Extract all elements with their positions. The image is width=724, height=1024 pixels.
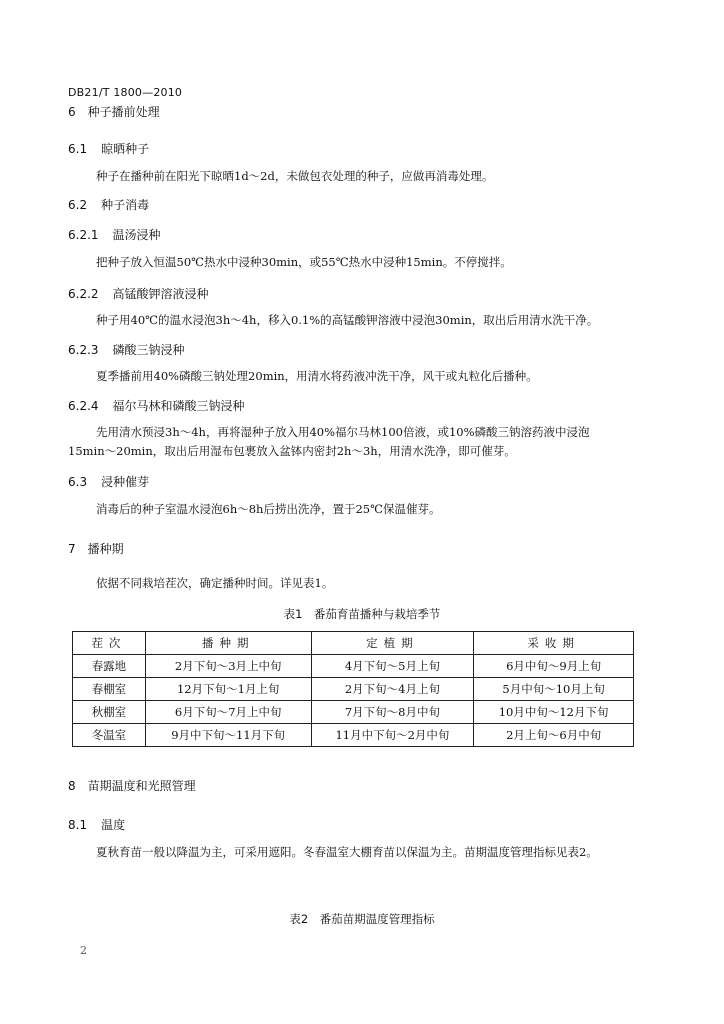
section-number: 7 xyxy=(68,542,76,556)
table-cell: 春露地 xyxy=(73,655,146,678)
section-number: 6 xyxy=(68,105,76,119)
table-row xyxy=(73,678,634,701)
section-number: 6.3 xyxy=(68,475,88,489)
paragraph-6-2-3: 夏季播前用40%磷酸三钠处理20min，用清水将药液冲洗干净，风干或丸粒化后播种。 xyxy=(96,369,538,383)
section-title: 温度 xyxy=(101,818,126,832)
section-number: 6.1 xyxy=(68,142,88,156)
table-cell: 11月中下旬～2月中旬 xyxy=(311,724,474,747)
header-cell: 茬次 xyxy=(73,632,146,655)
section-title: 磷酸三钠浸种 xyxy=(112,343,185,357)
page-number: 2 xyxy=(80,944,87,957)
section-6-2-3-heading xyxy=(68,341,185,358)
section-6-heading xyxy=(68,103,160,120)
header-cell: 采收期 xyxy=(474,632,634,655)
section-title: 种子播前处理 xyxy=(87,105,160,119)
paragraph-6-2-2: 种子用40℃的温水浸泡3h～4h，移入0.1%的高锰酸钾溶液中浸泡30min，取出后用清水洗干净。 xyxy=(96,313,599,327)
section-title: 浸种催芽 xyxy=(101,475,150,489)
section-8-1-heading xyxy=(68,816,125,833)
section-number: 8 xyxy=(68,779,76,793)
paragraph-6-2-4-line-2: 15min～20min，取出后用湿布包裹放入盆钵内密封2h～3h，用清水洗净，即可催芽。 xyxy=(68,444,516,458)
section-8-heading xyxy=(68,777,196,794)
section-title: 温汤浸种 xyxy=(112,228,161,242)
section-number: 6.2.1 xyxy=(68,228,99,242)
paragraph-6-3: 消毒后的种子室温水浸泡6h～8h后捞出洗净，置于25℃保温催芽。 xyxy=(96,502,441,516)
table-cell: 秋棚室 xyxy=(73,701,146,724)
section-number: 8.1 xyxy=(68,818,88,832)
section-6-2-2-heading xyxy=(68,285,209,302)
table-cell: 9月中下旬～11月下旬 xyxy=(145,724,311,747)
section-title: 晾晒种子 xyxy=(101,142,150,156)
section-6-3-heading xyxy=(68,473,149,490)
table-row xyxy=(73,655,634,678)
paragraph-6-2-1: 把种子放入恒温50℃热水中浸种30min，或55℃热水中浸种15min。不停搅拌。 xyxy=(96,255,512,269)
section-6-2-1-heading xyxy=(68,226,161,243)
table-header-row xyxy=(73,632,634,655)
paragraph-6-2-4-line-1: 先用清水预浸3h～4h，再将湿种子放入用40%福尔马林100倍液，或10%磷酸三钠溶药液中浸泡 xyxy=(96,425,590,439)
header-cell: 播种期 xyxy=(145,632,311,655)
section-number: 6.2 xyxy=(68,198,88,212)
table-cell: 10月中旬～12月下旬 xyxy=(474,701,634,724)
document-id-header: DB21/T 1800—2010 xyxy=(68,86,183,99)
table-cell: 2月下旬～4月上旬 xyxy=(311,678,474,701)
section-7-heading xyxy=(68,540,124,557)
paragraph-7: 依据不同栽培茬次，确定播种时间。详见表1。 xyxy=(96,576,334,590)
section-6-2-4-heading xyxy=(68,397,245,414)
section-6-2-heading xyxy=(68,196,149,213)
paragraph-8-1: 夏秋育苗一般以降温为主，可采用遮阳。冬春温室大棚育苗以保温为主。苗期温度管理指标见表2。 xyxy=(96,845,598,859)
table-cell: 7月下旬～8月中旬 xyxy=(311,701,474,724)
section-title: 福尔马林和磷酸三钠浸种 xyxy=(112,399,245,413)
table-cell: 12月下旬～1月上旬 xyxy=(145,678,311,701)
section-title: 种子消毒 xyxy=(101,198,150,212)
header-cell: 定植期 xyxy=(311,632,474,655)
table-cell: 冬温室 xyxy=(73,724,146,747)
table-cell: 5月中旬～10月上旬 xyxy=(474,678,634,701)
table-1 xyxy=(72,631,634,747)
section-6-1-heading xyxy=(68,140,149,157)
section-number: 6.2.4 xyxy=(68,399,99,413)
paragraph-6-1: 种子在播种前在阳光下晾晒1d～2d，未做包衣处理的种子，应做再消毒处理。 xyxy=(96,169,494,183)
section-title: 苗期温度和光照管理 xyxy=(87,779,196,793)
section-number: 6.2.3 xyxy=(68,343,99,357)
table-cell: 2月上旬～6月中旬 xyxy=(474,724,634,747)
table-cell: 春棚室 xyxy=(73,678,146,701)
table-cell: 2月下旬～3月上中旬 xyxy=(145,655,311,678)
section-title: 高锰酸钾溶液浸种 xyxy=(112,287,209,301)
section-title: 播种期 xyxy=(87,542,124,556)
table-cell: 4月下旬～5月上旬 xyxy=(311,655,474,678)
table-row xyxy=(73,724,634,747)
table-2-caption: 表2 番茄苗期温度管理指标 xyxy=(289,912,435,926)
section-number: 6.2.2 xyxy=(68,287,99,301)
table-cell: 6月中旬～9月上旬 xyxy=(474,655,634,678)
table-row xyxy=(73,701,634,724)
table-cell: 6月下旬～7月上中旬 xyxy=(145,701,311,724)
table-1-caption: 表1 番茄育苗播种与栽培季节 xyxy=(283,607,441,621)
